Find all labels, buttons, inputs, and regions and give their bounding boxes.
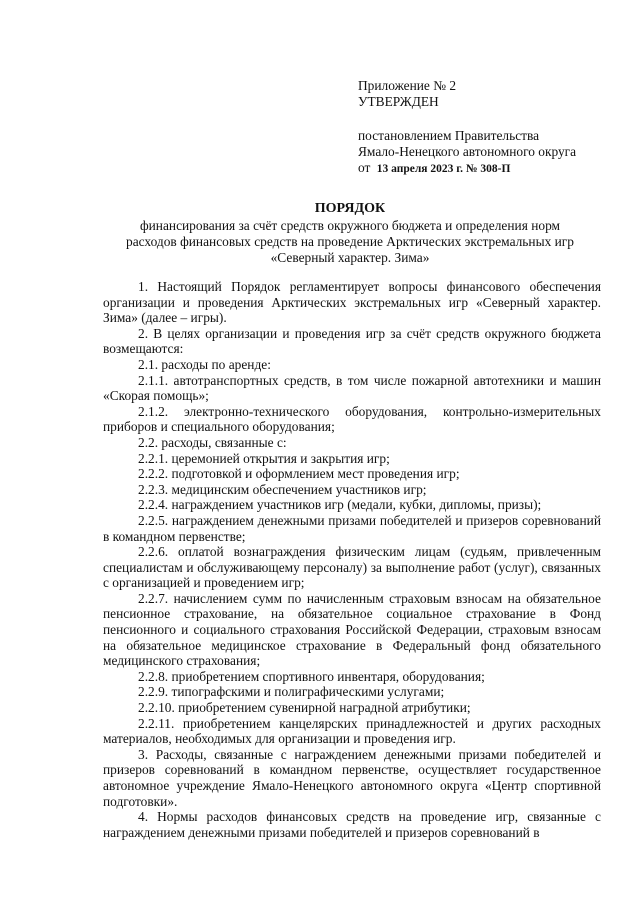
paragraph: 2.2.1. церемонией открытия и закрытия игр; (138, 450, 390, 466)
subtitle-line: «Северный характер. Зима» (270, 250, 430, 265)
resolution-date-line (358, 160, 628, 177)
resolution-line-1: постановлением Правительства (358, 128, 540, 143)
resolution-date: 13 апреля 2023 г. № 308-П (376, 163, 511, 175)
document-body (103, 279, 601, 840)
approved-label: УТВЕРЖДЕН (358, 94, 439, 109)
paragraph: 4. Нормы расходов финансовых средств на проведение игр, связанные с награждением денежными призами победителей и призеров соревнований в (103, 809, 601, 840)
paragraph: 2.1.2. электронно-технического оборудования, контрольно-измерительных приборов и специального оборудования; (103, 403, 601, 435)
subtitle-line: расходов финансовых средств на проведение Арктических экстремальных игр (126, 234, 574, 249)
paragraph: 2.2.5. награждением денежными призами победителей и призеров соревнований в командном первенстве; (103, 512, 601, 544)
document-heading (80, 201, 620, 266)
paragraph: 2.2.2. подготовкой и оформлением мест проведения игр; (138, 466, 460, 482)
paragraph: 3. Расходы, связанные с награждением денежными призами победителей и призеров соревнований в командном первенстве, осуществляет государственное автономное учреждение Ямало-Ненецкого автономного округа «Центр спортивной подготовки». (103, 746, 601, 809)
subtitle-line: финансирования за счёт средств окружного бюджета и определения норм (139, 218, 561, 233)
approval-block (358, 78, 628, 177)
paragraph: 2.2.4. награждением участников игр (медали, кубки, дипломы, призы); (138, 497, 542, 513)
paragraph: 2.2.11. приобретением канцелярских принадлежностей и других расходных материалов, необходимых для организации и проведения игр. (103, 715, 601, 747)
paragraph: 2.2.8. приобретением спортивного инвентаря, оборудования; (138, 668, 485, 684)
paragraph: 2.2.6. оплатой вознаграждения физическим лицам (судьям, привлеченным специалистам и обслуживающему персоналу) за выполнение работ (услуг), связанных с организацией и проведением игр; (103, 544, 601, 591)
document-title: ПОРЯДОК (314, 201, 386, 216)
paragraph: 1. Настоящий Порядок регламентирует вопросы финансового обеспечения организации и проведения Арктических экстремальных игр «Северный характер. Зима» (далее – игры). (103, 279, 601, 326)
paragraph: 2. В целях организации и проведения игр за счёт средств окружного бюджета возмещаются: (103, 325, 601, 357)
paragraph: 2.2.7. начислением сумм по начисленным страховым взносам на обязательное пенсионное страхование, на обязательное социальное страхование в Фонд пенсионного и социального страхования Российской Федерации, страховым взносам на обязательное медицинское страхование в Федеральный фонд обязательного медицинского страхования; (103, 590, 601, 669)
paragraph: 2.1. расходы по аренде: (138, 356, 271, 372)
appendix-number: Приложение № 2 (358, 78, 457, 93)
paragraph: 2.2.9. типографскими и полиграфическими услугами; (138, 684, 445, 700)
paragraph: 2.2.3. медицинским обеспечением участников игр; (138, 481, 427, 497)
date-prefix: от (358, 160, 371, 175)
resolution-line-2: Ямало-Ненецкого автономного округа (358, 144, 577, 159)
paragraph: 2.2. расходы, связанные с: (138, 434, 287, 450)
paragraph: 2.1.1. автотранспортных средств, в том числе пожарной автотехники и машин «Скорая помощь»; (103, 372, 601, 404)
paragraph: 2.2.10. приобретением сувенирной наградной атрибутики; (138, 700, 471, 716)
